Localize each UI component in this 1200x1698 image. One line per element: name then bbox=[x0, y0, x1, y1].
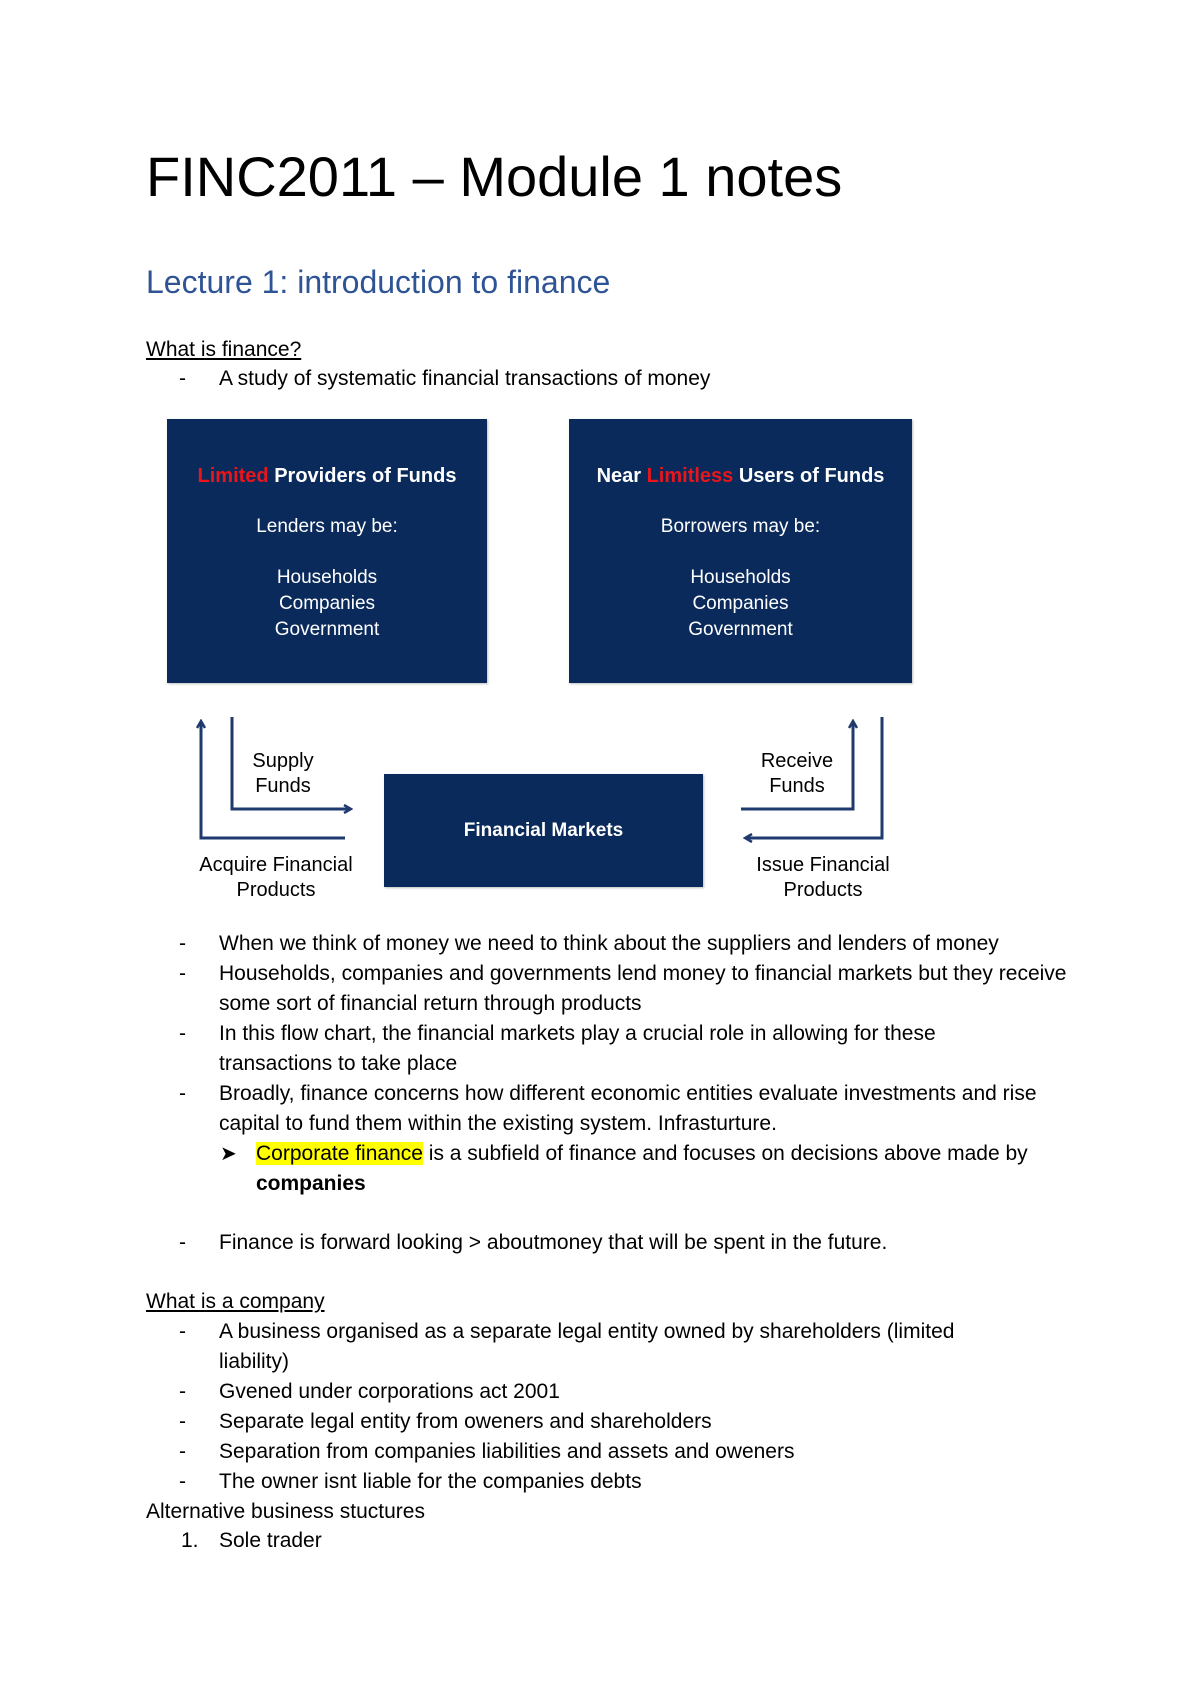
users-title-rest: Users of Funds bbox=[733, 465, 885, 487]
sub-list-item bbox=[220, 1139, 1076, 1199]
dash-bullet: - bbox=[179, 932, 186, 955]
item-number: 1. bbox=[181, 1529, 199, 1552]
receive-funds-label bbox=[752, 749, 842, 799]
acquire-products-label bbox=[186, 853, 366, 903]
dash-bullet: - bbox=[179, 1231, 186, 1254]
dash-bullet: - bbox=[179, 1320, 186, 1343]
numbered-item-text: Sole trader bbox=[219, 1529, 322, 1552]
list-item-text: Broadly, finance concerns how different economic entities evaluate investments and rise capital to fund them within the existing system. Infrasturture. bbox=[219, 1082, 1037, 1135]
supply-label-line: Funds bbox=[255, 775, 311, 797]
dash-bullet: - bbox=[179, 1440, 186, 1463]
supply-label-line: Supply bbox=[252, 750, 314, 772]
borrowers-label: Borrowers may be: bbox=[660, 516, 821, 537]
lenders-label: Lenders may be: bbox=[256, 516, 398, 537]
list-item bbox=[179, 1377, 1099, 1407]
list-item-text: Households, companies and governments lend money to financial markets but they receive some sort of financial return through products bbox=[219, 962, 1067, 1015]
arrow-bullet-icon: ➤ bbox=[220, 1143, 237, 1165]
acquire-label-line: Products bbox=[236, 879, 316, 901]
list-item bbox=[179, 1079, 1089, 1139]
highlighted-term: Corporate finance bbox=[256, 1142, 423, 1165]
numbered-item bbox=[181, 1526, 1019, 1556]
acquire-label-line: Acquire Financial bbox=[199, 854, 353, 876]
list-item bbox=[179, 1407, 1099, 1437]
list-item-text: Separation from companies liabilities and assets and oweners bbox=[219, 1440, 795, 1463]
financial-markets-label: Financial Markets bbox=[463, 820, 624, 841]
sub-bullet-text: is a subfield of finance and focuses on decisions above made by bbox=[422, 1142, 1028, 1165]
borrower-item: Households bbox=[690, 567, 791, 588]
providers-title-rest: Providers of Funds bbox=[268, 465, 457, 487]
dash-bullet: - bbox=[179, 962, 186, 985]
list-item-text: Separate legal entity from oweners and shareholders bbox=[219, 1410, 712, 1433]
dash-bullet: - bbox=[179, 1082, 186, 1105]
list-item-text: A business organised as a separate legal entity owned by shareholders (limited liability) bbox=[219, 1320, 955, 1373]
list-item-text: Finance is forward looking > aboutmoney that will be spent in the future. bbox=[219, 1231, 888, 1254]
list-item-text: The owner isnt liable for the companies debts bbox=[219, 1470, 642, 1493]
dash-bullet: - bbox=[179, 1380, 186, 1403]
receive-label-line: Funds bbox=[769, 775, 825, 797]
list-item bbox=[179, 1437, 1099, 1467]
users-title-pre: Near bbox=[596, 465, 647, 487]
list-item bbox=[179, 959, 1079, 1019]
list-item-text: Gvened under corporations act 2001 bbox=[219, 1380, 560, 1403]
receive-label-line: Receive bbox=[760, 750, 834, 772]
lender-item: Companies bbox=[278, 593, 376, 614]
list-item-text: A study of systematic financial transactions of money bbox=[219, 367, 711, 390]
limited-word: Limited bbox=[197, 465, 269, 487]
list-item-text: When we think of money we need to think about the suppliers and lenders of money bbox=[219, 932, 999, 955]
dash-bullet: - bbox=[179, 1470, 186, 1493]
supply-funds-label bbox=[244, 749, 322, 799]
list-item bbox=[179, 1317, 1019, 1377]
list-item bbox=[179, 1019, 999, 1079]
borrower-item: Government bbox=[688, 619, 793, 640]
list-item bbox=[179, 1228, 1119, 1258]
limitless-word: Limitless bbox=[646, 465, 734, 487]
list-item-text: In this flow chart, the financial markets play a crucial role in allowing for these transactions to take place bbox=[219, 1022, 936, 1075]
bold-term: companies bbox=[256, 1172, 366, 1195]
alt-structures-heading: Alternative business stuctures bbox=[146, 1500, 425, 1523]
section-heading-finance: What is finance? bbox=[146, 338, 302, 361]
issue-label-line: Products bbox=[783, 879, 863, 901]
lender-item: Households bbox=[276, 567, 378, 588]
dash-bullet: - bbox=[179, 1022, 186, 1045]
page-title: FINC2011 – Module 1 notes bbox=[146, 145, 843, 208]
dash-bullet: - bbox=[179, 367, 186, 390]
borrower-item: Companies bbox=[692, 593, 789, 614]
issue-products-label bbox=[738, 853, 908, 903]
issue-label-line: Issue Financial bbox=[756, 854, 890, 876]
lecture-heading: Lecture 1: introduction to finance bbox=[146, 264, 611, 300]
section-heading-company: What is a company bbox=[146, 1290, 325, 1313]
list-item bbox=[179, 929, 1099, 959]
list-item bbox=[179, 1467, 1099, 1497]
dash-bullet: - bbox=[179, 1410, 186, 1433]
lender-item: Government bbox=[274, 619, 380, 640]
